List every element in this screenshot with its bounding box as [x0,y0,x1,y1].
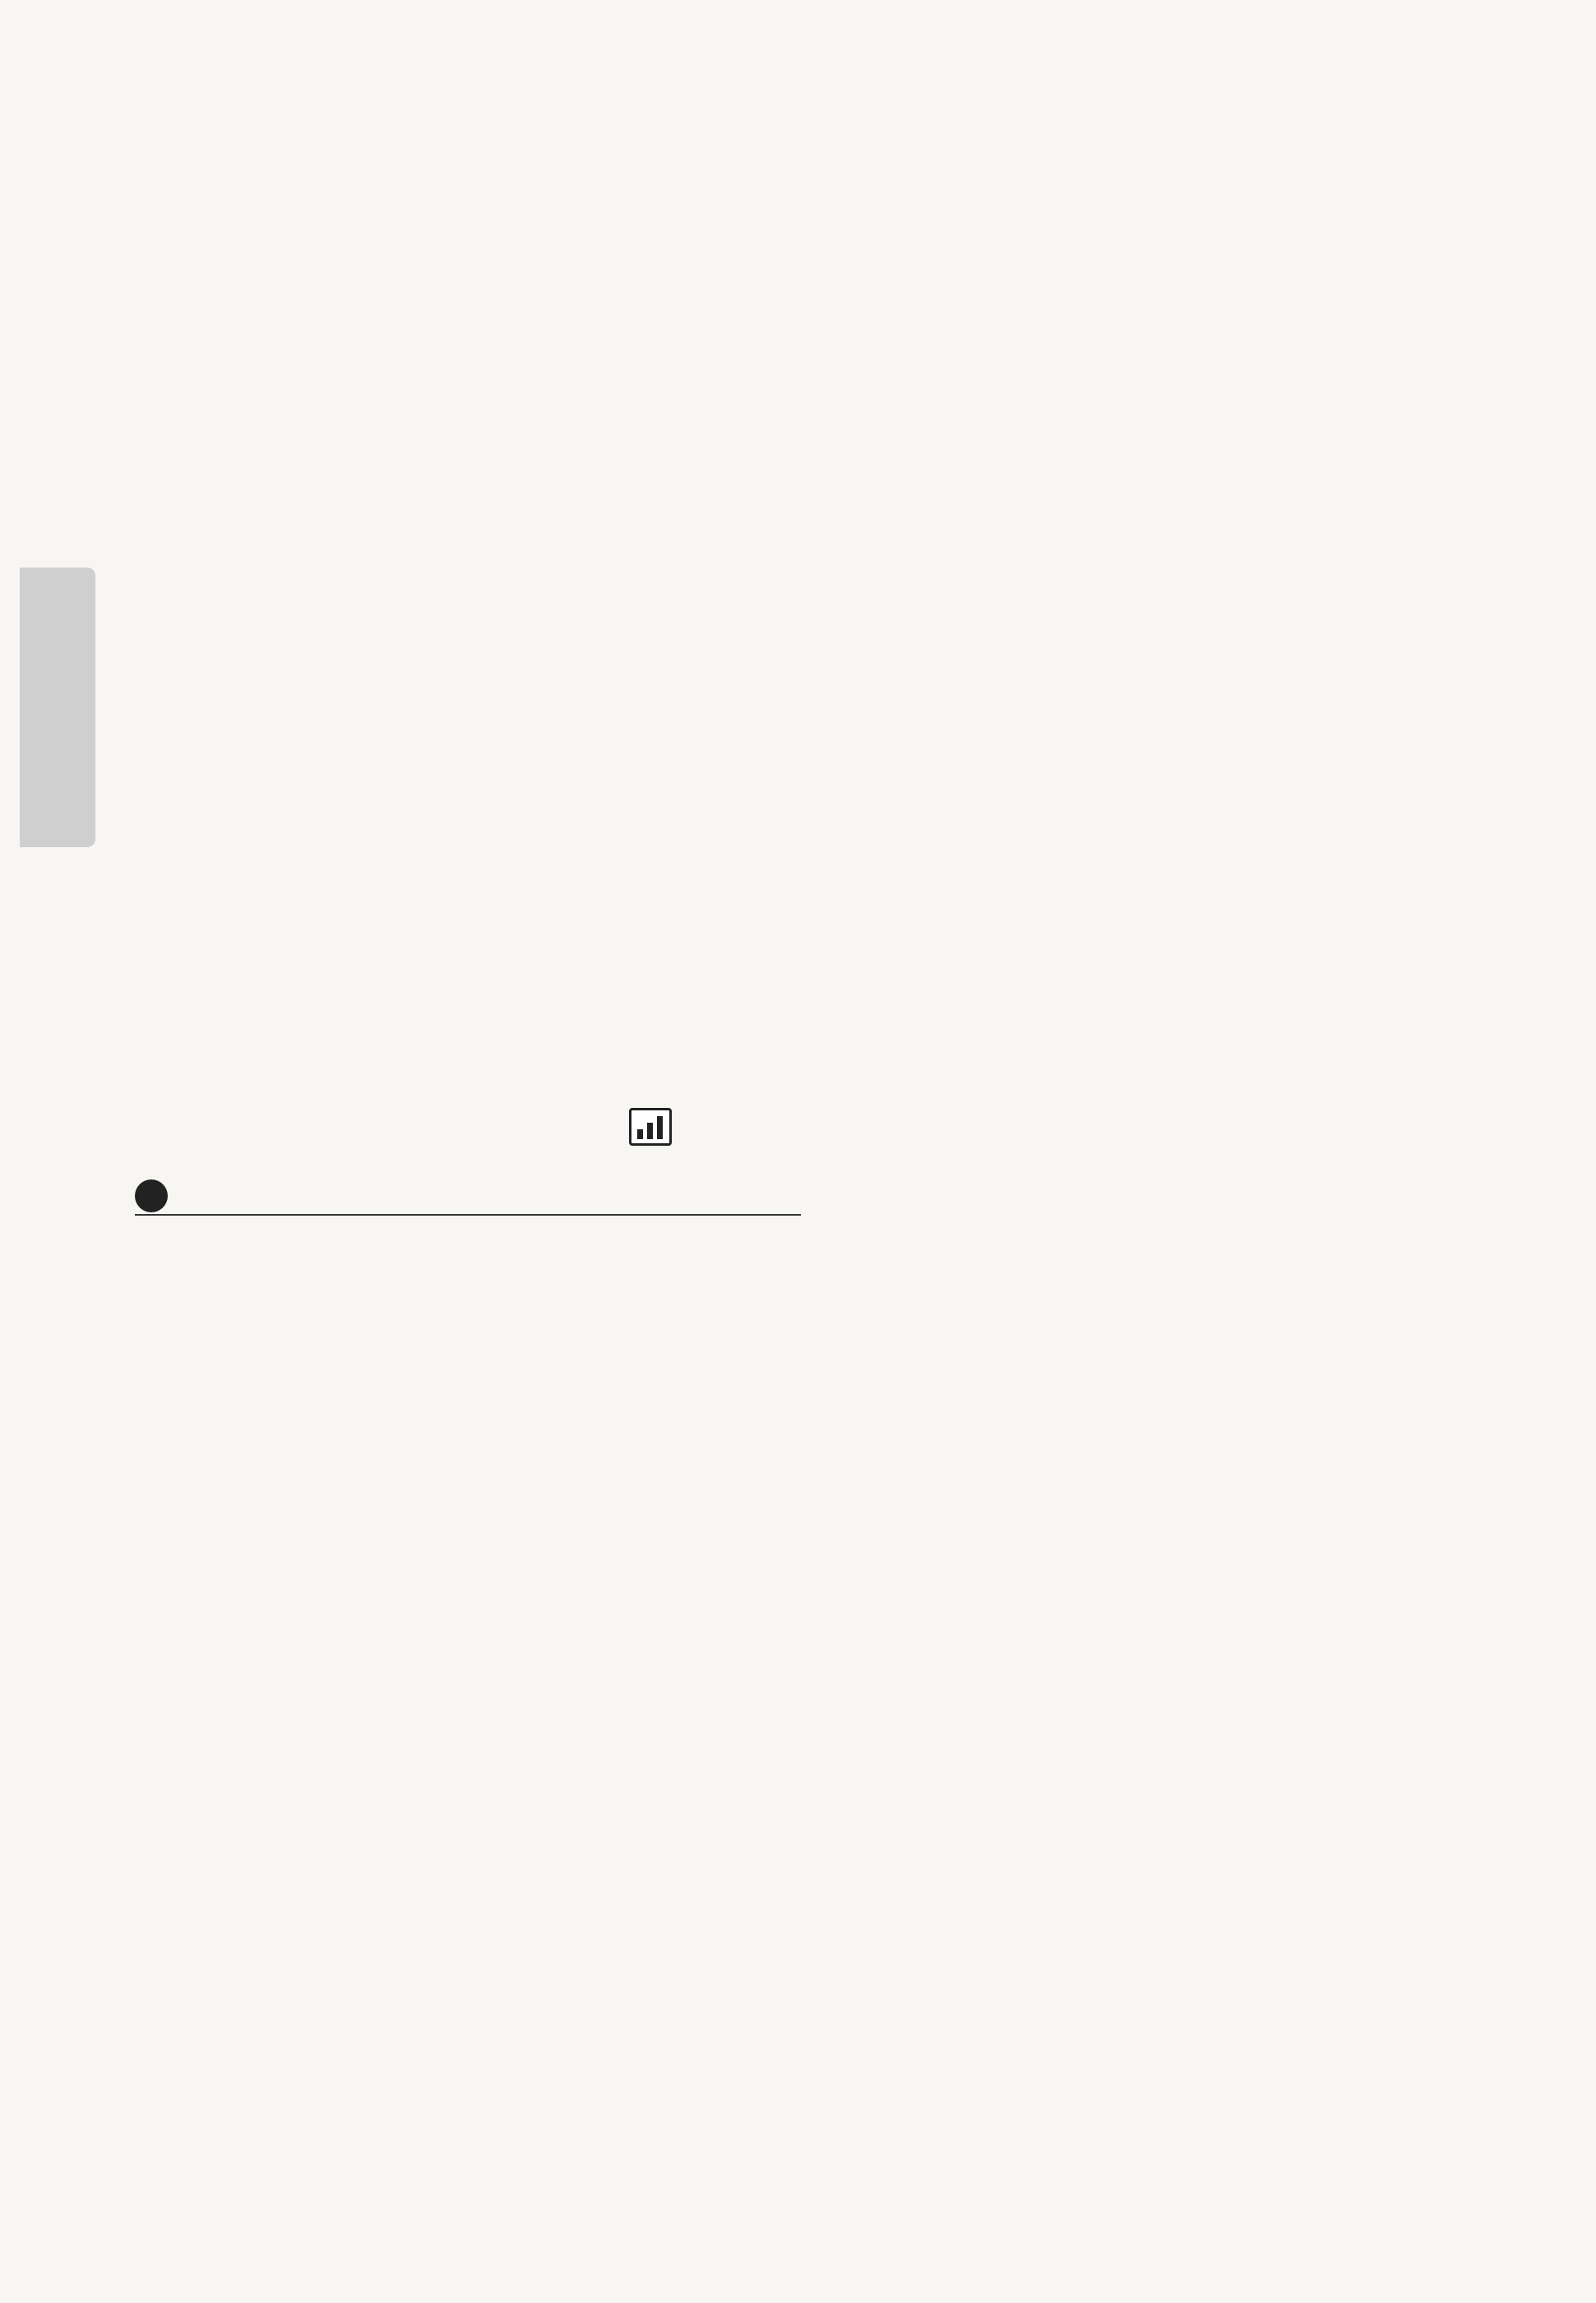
point-number-badge [135,1179,168,1212]
point-header [135,1178,801,1216]
grade-tab [20,568,95,847]
bar-chart-icon [629,1108,672,1146]
